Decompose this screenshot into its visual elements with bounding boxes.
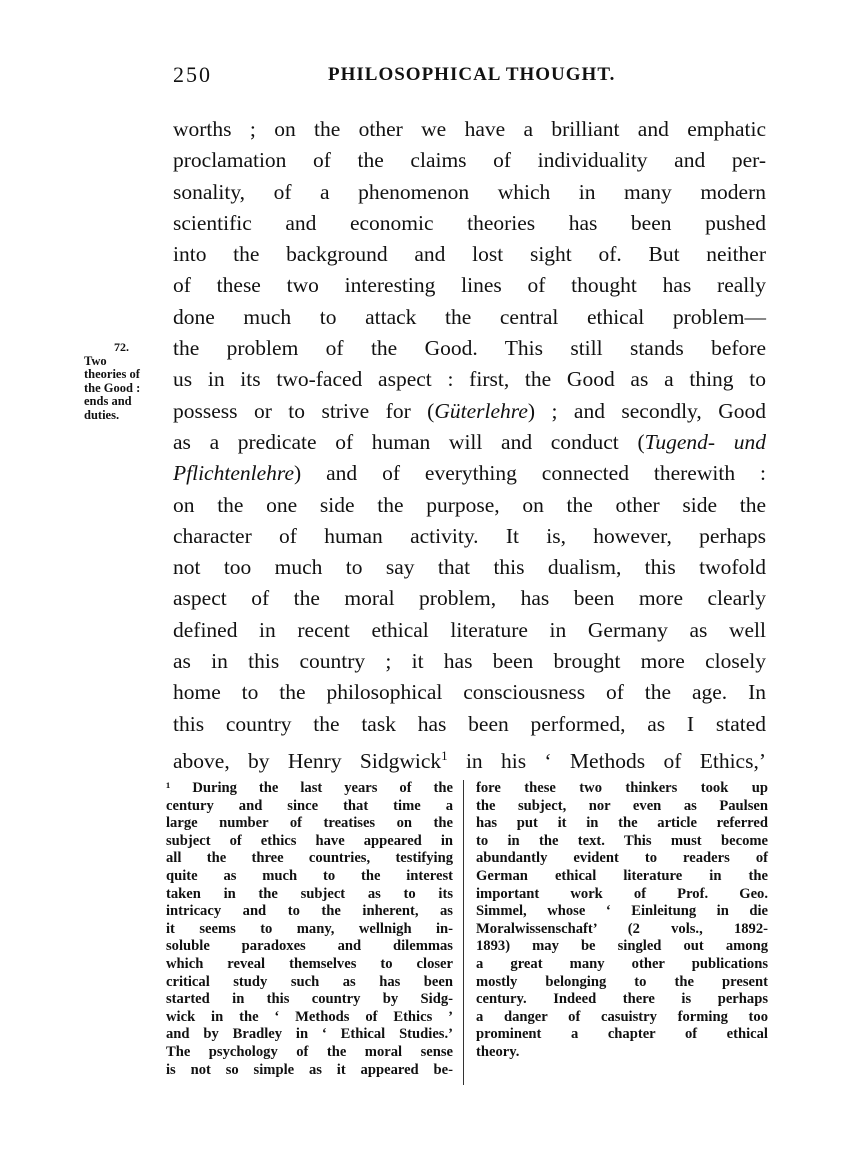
footnote-line: important work of Prof. Geo.	[476, 885, 768, 902]
sidenote-line: ends and	[84, 394, 132, 408]
footnote-line: intricacy and to the inherent, as	[166, 903, 453, 920]
footnote-line: critical study such as has been	[166, 973, 453, 990]
footnote-line: a great many other publications	[476, 955, 768, 972]
sidenote-number: 72.	[114, 340, 129, 354]
footnote-line: soluble paradoxes and dilemmas	[166, 938, 453, 955]
footnote-line: subject of ethics have appeared in	[166, 832, 453, 849]
footnote-line: mostly belonging to the present	[476, 973, 768, 990]
footnote-line: to in the text. This must become	[476, 832, 768, 849]
page-header	[173, 62, 768, 92]
sidenote-line: Two	[84, 353, 107, 368]
footnote-line: Simmel, whose ‘ Einleitung in die	[476, 903, 768, 920]
footnote-line: quite as much to the interest	[166, 867, 453, 884]
text-line: character of human activity. It is, however, perhaps	[173, 523, 766, 548]
footnote-line: 1893) may be singled out among	[476, 938, 768, 955]
text-segment: possess or to strive for (	[173, 398, 435, 423]
column-divider	[463, 780, 464, 1085]
text-line: as in this country ; it has been brought more closely	[173, 649, 766, 674]
running-title: PHILOSOPHICAL THOUGHT.	[328, 64, 616, 85]
footnote-line: century and since that time a	[166, 797, 453, 814]
footnote-line: century. Indeed there is perhaps	[476, 991, 768, 1008]
italic-term: Tugend- und	[644, 429, 766, 454]
footnote-line: large number of treatises on the	[166, 815, 453, 832]
text-line: done much to attack the central ethical problem—	[173, 304, 766, 329]
text-segment: as a predicate of human will and conduct (	[173, 429, 645, 454]
footnote-line: and by Bradley in ‘ Ethical Studies.’	[166, 1026, 453, 1043]
text-line	[173, 740, 766, 774]
text-line	[173, 458, 766, 489]
footnote	[166, 780, 766, 1085]
text-segment: ) and of everything connected therewith :	[294, 461, 766, 486]
footnote-line: theory.	[476, 1043, 520, 1060]
text-line	[173, 427, 766, 458]
footnote-line: ¹ During the last years of the	[166, 780, 453, 796]
footnote-line: fore these two thinkers took up	[476, 780, 768, 796]
footnote-line: it seems to many, wellnigh in-	[166, 920, 453, 937]
text-line: home to the philosophical consciousness of the age. In	[173, 680, 766, 705]
sidenote-line: the Good :	[84, 380, 141, 395]
footnote-marker: 1	[441, 747, 448, 763]
footnote-line: German ethical literature in the	[476, 867, 768, 884]
text-line: on the one side the purpose, on the other side the	[173, 492, 766, 517]
text-line: of these two interesting lines of thought has really	[173, 273, 766, 298]
footnote-line: is not so simple as it appeared be-	[166, 1061, 453, 1078]
text-line: us in its two-faced aspect : first, the Good as a thing to	[173, 367, 766, 392]
footnote-line: abundantly evident to readers of	[476, 850, 768, 867]
sidenote-line: theories of	[84, 367, 140, 381]
footnote-line: Moralwissenschaft’ (2 vols., 1892-	[476, 920, 768, 937]
page-number: 250	[173, 62, 212, 87]
text-segment: in his ‘ Methods of Ethics,’	[447, 749, 766, 774]
text-line: the problem of the Good. This still stands before	[173, 336, 766, 361]
footnote-right-column	[476, 780, 768, 1062]
footnote-line: The psychology of the moral sense	[166, 1043, 453, 1060]
text-line: sonality, of a phenomenon which in many modern	[173, 179, 766, 204]
footnote-line: started in this country by Sidg-	[166, 991, 453, 1008]
footnote-line: which reveal themselves to closer	[166, 955, 453, 972]
sidenote-line: duties.	[84, 407, 120, 422]
text-line: defined in recent ethical literature in Germany as well	[173, 617, 766, 642]
text-segment: above, by Henry Sidgwick	[173, 749, 442, 774]
footnote-line: the subject, nor even as Paulsen	[476, 797, 768, 814]
text-line	[173, 396, 766, 427]
text-line: this country the task has been performed, as I stated	[173, 711, 766, 736]
text-line: aspect of the moral problem, has been more clearly	[173, 586, 766, 611]
text-line: proclamation of the claims of individuality and per-	[173, 148, 766, 173]
text-line: not too much to say that this dualism, this twofold	[173, 555, 766, 580]
footnote-line: wick in the ‘ Methods of Ethics ’	[166, 1008, 453, 1025]
footnote-line: a danger of casuistry forming too	[476, 1008, 768, 1025]
italic-term: Pflichtenlehre	[173, 461, 294, 486]
text-line: into the background and lost sight of. But neither	[173, 242, 766, 267]
margin-sidenote	[84, 341, 164, 422]
text-segment: ) ; and secondly, Good	[527, 398, 767, 423]
body-text	[173, 114, 767, 774]
footnote-left-column	[166, 780, 453, 1079]
footnote-line: prominent a chapter of ethical	[476, 1026, 768, 1043]
italic-term: Güterlehre	[434, 398, 528, 423]
footnote-line: taken in the subject as to its	[166, 885, 453, 902]
footnote-line: all the three countries, testifying	[166, 850, 453, 867]
footnote-line: has put it in the article referred	[476, 815, 768, 832]
text-line: scientific and economic theories has been pushed	[173, 210, 766, 235]
text-line: worths ; on the other we have a brilliant and emphatic	[173, 117, 766, 141]
